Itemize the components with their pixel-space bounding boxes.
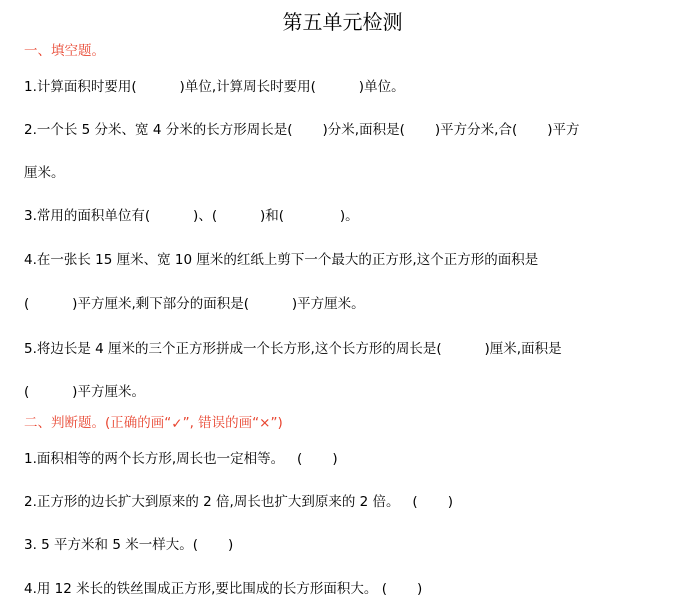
section-heading-part-2: ”, 错误的画“×”) — [182, 415, 283, 431]
section-fill-in-heading: 一、填空题。 — [24, 43, 105, 59]
document-title: 第五单元检测 — [282, 10, 403, 34]
true-false-question-2: 2.正方形的边长扩大到原来的 2 倍,周长也扩大到原来的 2 倍。 ( ) — [24, 494, 453, 510]
check-mark-icon: ✓ — [171, 416, 183, 432]
fill-in-question-4-continued: ( )平方厘米,剩下部分的面积是( )平方厘米。 — [24, 296, 365, 312]
fill-in-question-5: 5.将边长是 4 厘米的三个正方形拼成一个长方形,这个长方形的周长是( )厘米,面积是 — [24, 341, 562, 357]
fill-in-question-2: 2.一个长 5 分米、宽 4 分米的长方形周长是( )分米,面积是( )平方分米,合( )平方 — [24, 122, 580, 138]
fill-in-question-3: 3.常用的面积单位有( )、( )和( )。 — [24, 208, 359, 224]
fill-in-question-2-continued: 厘米。 — [24, 165, 65, 181]
section-heading-part-1: 二、判断题。(正确的画“ — [24, 415, 172, 431]
fill-in-question-5-continued: ( )平方厘米。 — [24, 384, 145, 400]
section-true-false-heading — [24, 414, 283, 432]
true-false-question-1: 1.面积相等的两个长方形,周长也一定相等。 ( ) — [24, 451, 338, 467]
fill-in-question-1: 1.计算面积时要用( )单位,计算周长时要用( )单位。 — [24, 79, 405, 95]
fill-in-question-4: 4.在一张长 15 厘米、宽 10 厘米的红纸上剪下一个最大的正方形,这个正方形的面积是 — [24, 252, 539, 268]
true-false-question-4: 4.用 12 米长的铁丝围成正方形,要比围成的长方形面积大。 ( ) — [24, 581, 423, 597]
true-false-question-3: 3. 5 平方米和 5 米一样大。( ) — [24, 537, 234, 553]
